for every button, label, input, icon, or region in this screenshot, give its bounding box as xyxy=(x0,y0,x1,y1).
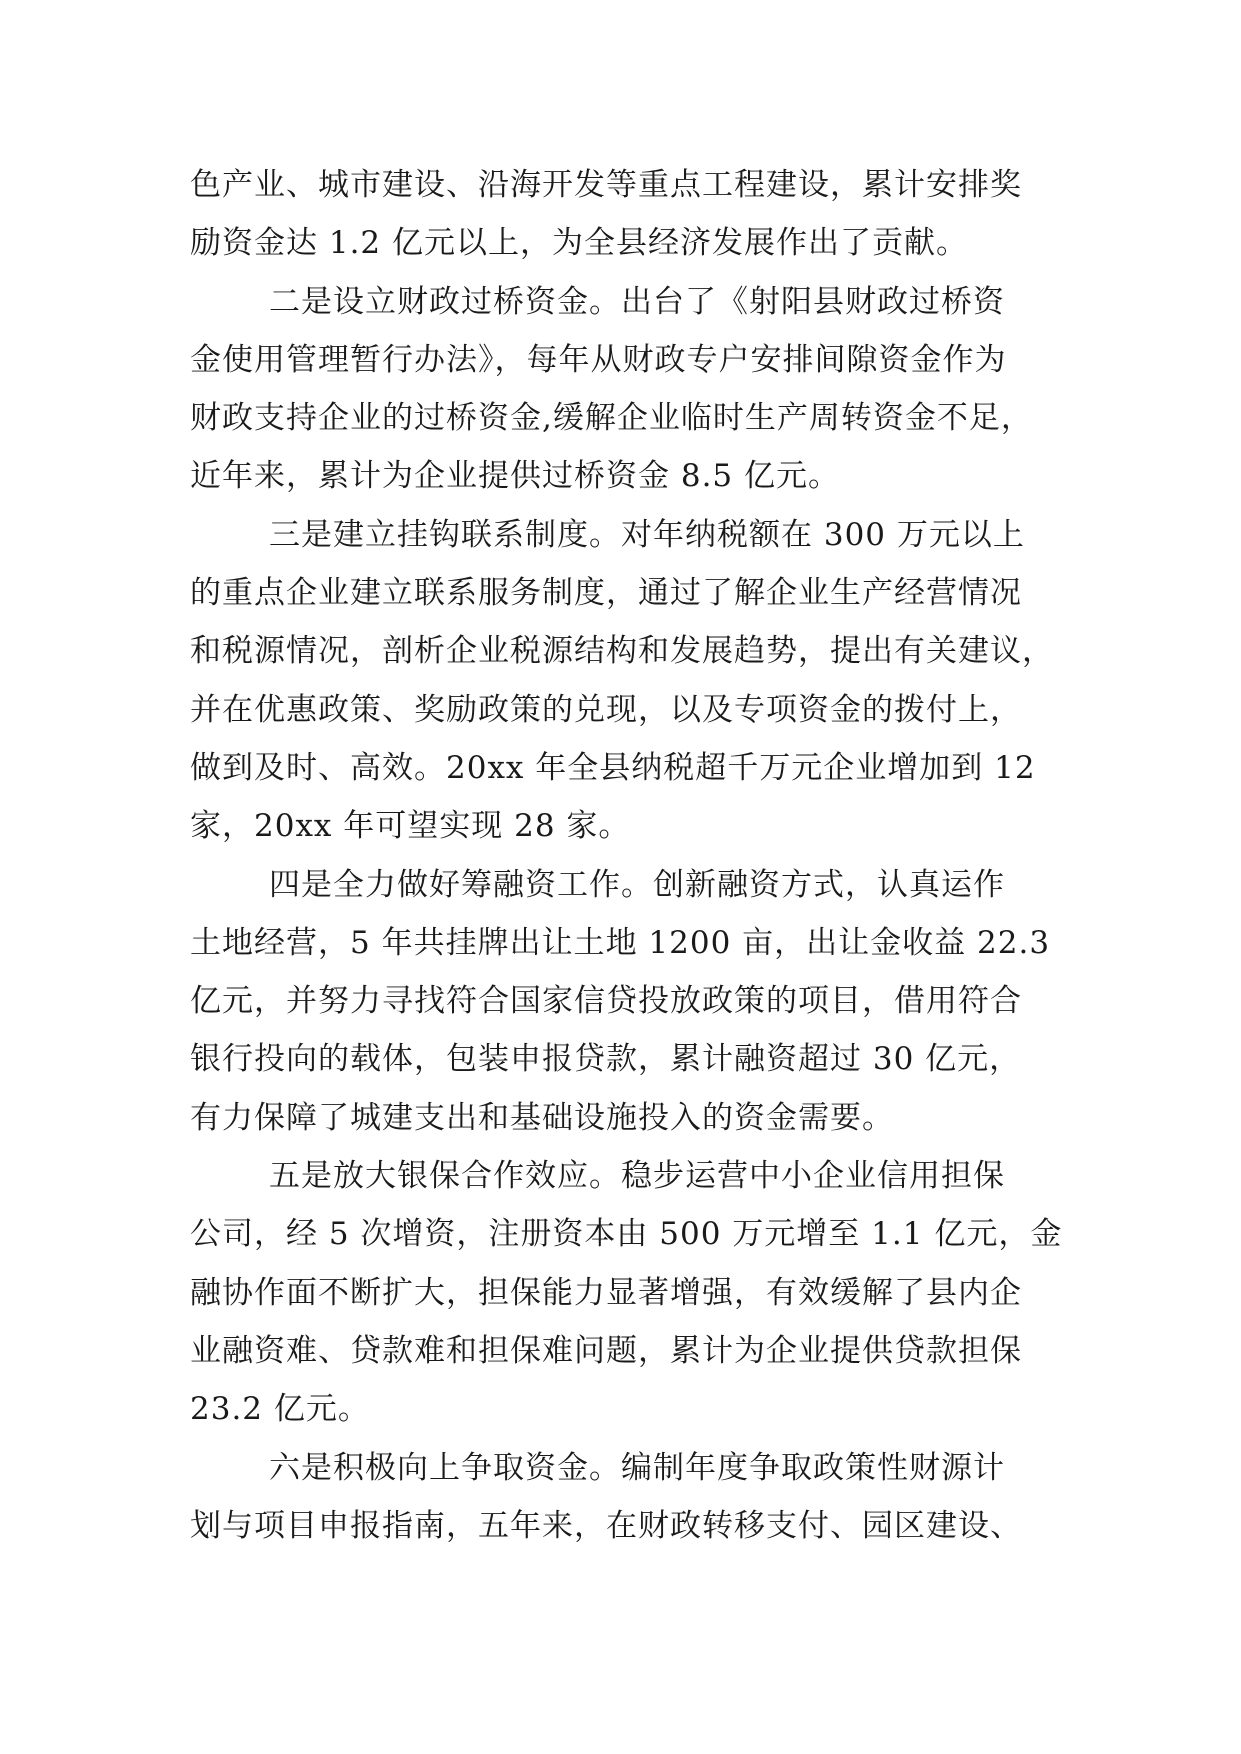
text-line: 并在优惠政策、奖励政策的兑现，以及专项资金的拨付上， xyxy=(190,691,1022,728)
text-line: 土地经营，5 年共挂牌出让土地 1200 亩，出让金收益 22.3 xyxy=(190,924,1051,961)
text-line: 融协作面不断扩大，担保能力显著增强，有效缓解了县内企 xyxy=(190,1274,1022,1311)
text-line: 励资金达 1.2 亿元以上，为全县经济发展作出了贡献。 xyxy=(190,225,969,262)
text-line: 银行投向的载体，包装申报贷款，累计融资超过 30 亿元， xyxy=(190,1041,1022,1078)
text-line: 公司，经 5 次增资，注册资本由 500 万元增至 1.1 亿元，金 xyxy=(190,1216,1063,1253)
text-line: 23.2 亿元。 xyxy=(190,1391,370,1428)
text-line: 二是设立财政过桥资金。出台了《射阳县财政过桥资 xyxy=(269,283,1005,320)
text-line: 业融资难、贷款难和担保难问题，累计为企业提供贷款担保 xyxy=(190,1332,1022,1369)
text-line: 金使用管理暂行办法》，每年从财政专户安排间隙资金作为 xyxy=(190,341,1007,378)
text-line: 财政支持企业的过桥资金,缓解企业临时生产周转资金不足， xyxy=(190,400,1033,437)
text-line: 五是放大银保合作效应。稳步运营中小企业信用担保 xyxy=(269,1158,1005,1195)
text-line: 六是积极向上争取资金。编制年度争取政策性财源计 xyxy=(269,1449,1005,1486)
text-line: 近年来，累计为企业提供过桥资金 8.5 亿元。 xyxy=(190,458,841,495)
text-line: 四是全力做好筹融资工作。创新融资方式，认真运作 xyxy=(269,866,1005,903)
text-line: 有力保障了城建支出和基础设施投入的资金需要。 xyxy=(190,1099,894,1136)
text-line: 家，20xx 年可望实现 28 家。 xyxy=(190,808,631,845)
text-line: 做到及时、高效。20xx 年全县纳税超千万元企业增加到 12 xyxy=(190,749,1036,786)
text-line: 亿元，并努力寻找符合国家信贷投放政策的项目，借用符合 xyxy=(190,983,1022,1020)
text-line: 和税源情况，剖析企业税源结构和发展趋势，提出有关建议， xyxy=(190,633,1054,670)
document-body xyxy=(190,156,1070,1555)
text-line: 色产业、城市建设、沿海开发等重点工程建设，累计安排奖 xyxy=(190,167,1022,203)
text-line: 划与项目申报指南，五年来，在财政转移支付、园区建设、 xyxy=(190,1507,1022,1544)
text-line: 的重点企业建立联系服务制度，通过了解企业生产经营情况 xyxy=(190,575,1022,612)
text-line: 三是建立挂钩联系制度。对年纳税额在 300 万元以上 xyxy=(269,516,1025,553)
